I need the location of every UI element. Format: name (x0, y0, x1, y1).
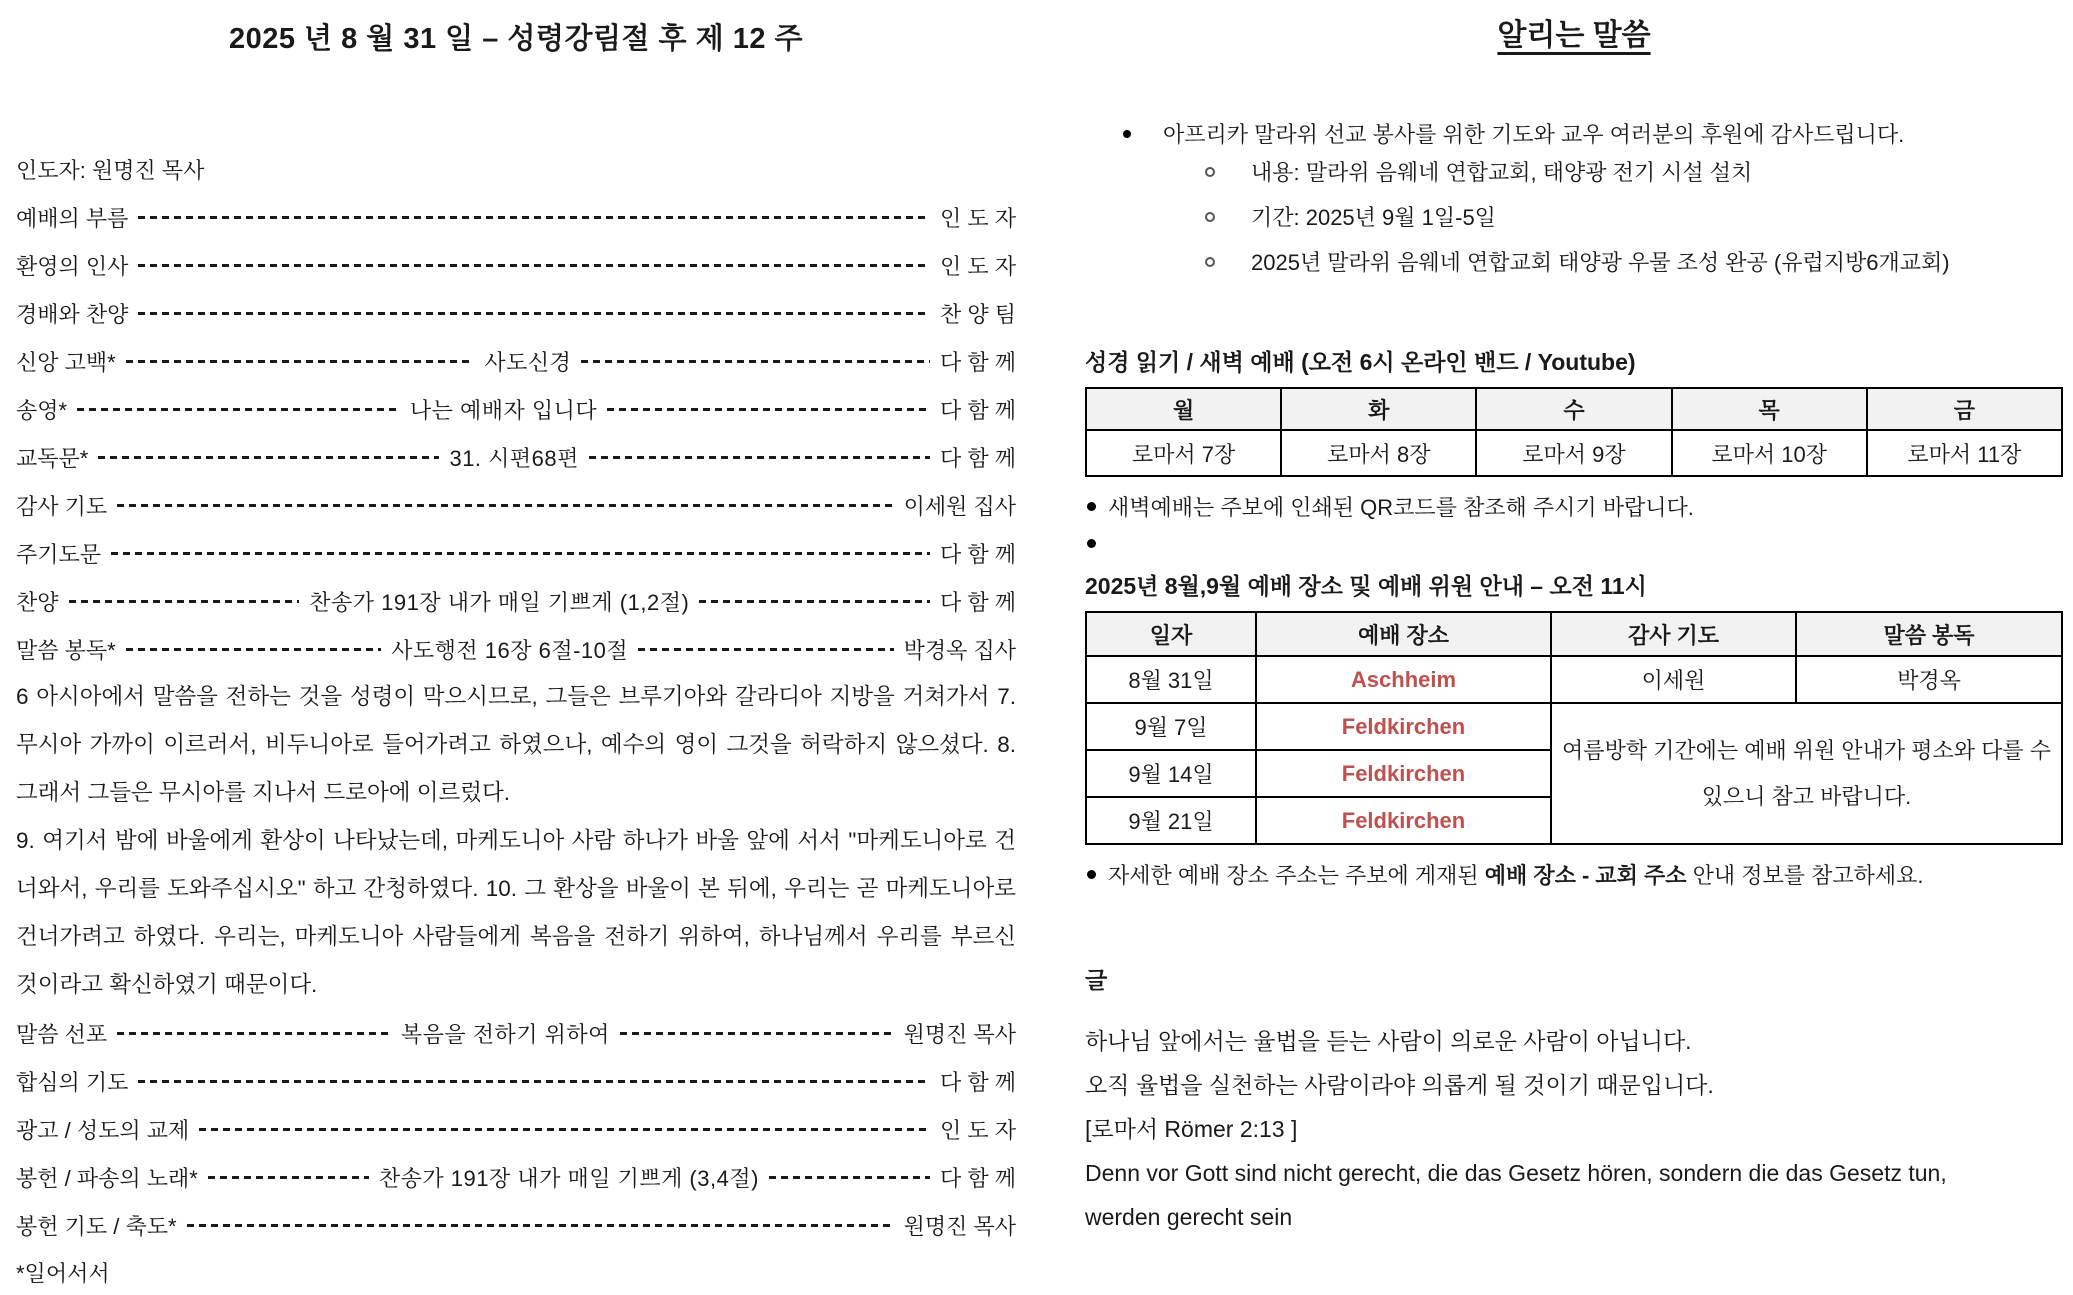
table-header-cell: 말씀 봉독 (1796, 612, 2062, 656)
order-item-performer: 다 함 께 (940, 589, 1016, 615)
table-header-cell: 예배 장소 (1256, 612, 1551, 656)
order-item (16, 385, 1016, 433)
order-item (16, 193, 1016, 241)
table-header-cell: 일자 (1086, 612, 1256, 656)
announcement-sub-list (1085, 149, 2063, 284)
dotted-leader (77, 408, 400, 411)
quote-line: 오직 율법을 실천하는 사람이라야 의롭게 될 것이기 때문입니다. (1085, 1072, 1714, 1098)
table-cell: 로마서 8장 (1281, 430, 1476, 476)
table-header-row (1086, 388, 2062, 430)
quote-line: werden gerecht sein (1085, 1204, 1293, 1230)
bible-reading-heading: 성경 읽기 / 새벽 예배 (오전 6시 온라인 밴드 / Youtube) (1085, 349, 1636, 375)
announcement-main-text: 아프리카 말라위 선교 봉사를 위한 기도와 교우 여러분의 후원에 감사드립니다. (1163, 122, 1905, 147)
worship-order-section (16, 0, 1016, 1295)
dotted-leader (117, 504, 894, 507)
order-item (16, 241, 1016, 289)
order-item-performer: 다 함 께 (940, 1165, 1017, 1191)
address-note-text: 자세한 예배 장소 주소는 주보에 게재된 예배 장소 - 교회 주소 안내 정보를 참고하세요. (1108, 863, 1924, 888)
table-header-cell: 감사 기도 (1551, 612, 1796, 656)
table-header-cell: 화 (1281, 388, 1476, 430)
schedule-merged-note: 여름방학 기간에는 예배 위원 안내가 평소와 다를 수 있으니 참고 바랍니다. (1551, 703, 2062, 844)
announcement-sub-item (1085, 194, 2063, 239)
order-item-performer: 다 함 께 (940, 349, 1016, 375)
schedule-date-cell: 9월 14일 (1086, 750, 1256, 797)
dotted-leader (117, 1032, 391, 1035)
dotted-leader (126, 360, 475, 363)
worship-title: 2025 년 8 월 31 일 – 성령강림절 후 제 12 주 (228, 23, 804, 55)
order-item-performer: 인 도 자 (940, 1117, 1016, 1143)
order-item (16, 625, 1016, 673)
dotted-leader (199, 1128, 930, 1131)
table-cell: 로마서 9장 (1476, 430, 1671, 476)
order-item (16, 433, 1016, 481)
empty-bullet (1085, 522, 2063, 564)
schedule-prayer-cell: 이세원 (1551, 656, 1796, 703)
order-item-performer: 다 함 께 (940, 397, 1016, 423)
bullet-icon (1123, 130, 1131, 138)
table-header-cell: 금 (1867, 388, 2062, 430)
standing-footnote: *일어서서 (16, 1260, 110, 1286)
address-note (1085, 859, 2063, 890)
order-item-label: 송영* (16, 397, 68, 423)
announcement-sub-item (1085, 239, 2063, 284)
announcement-sub-text: 기간: 2025년 9월 1일-5일 (1251, 205, 1496, 230)
table-cell: 로마서 10장 (1672, 430, 1867, 476)
table-row (1086, 656, 2062, 703)
bullet-icon (1087, 539, 1096, 548)
quote-heading: 글 (1085, 967, 1108, 993)
quote-lines (1085, 1019, 2063, 1239)
dotted-leader (138, 264, 930, 267)
quote-line: 하나님 앞에서는 율법을 듣는 사람이 의로운 사람이 아닙니다. (1085, 1028, 1692, 1054)
schedule-place-cell: Feldkirchen (1256, 703, 1551, 750)
order-item (16, 577, 1016, 625)
table-row (1086, 430, 2062, 476)
bible-reading-table (1085, 387, 2063, 477)
table-header-cell: 월 (1086, 388, 1281, 430)
scripture-paragraph: 6 아시아에서 말씀을 전하는 것을 성령이 막으시므로, 그들은 브루기아와 갈라디아 지방을 거쳐가서 7. 무시아 가까이 이르러서, 비두니아로 들어가려고 하였으나, 예수의 영이 그것을 허락하지 않으셨다. 8. 그래서 그들은 무시아를 지나서 드로아에 이르렀다. (16, 684, 1016, 805)
order-item-label: 환영의 인사 (16, 253, 129, 279)
dotted-leader (208, 1176, 369, 1179)
order-item-label: 봉헌 기도 / 축도* (16, 1213, 177, 1239)
circle-bullet-icon (1205, 212, 1215, 222)
order-item-label: 예배의 부름 (16, 205, 129, 231)
order-item-label: 신앙 고백* (16, 349, 116, 375)
dotted-leader (699, 600, 930, 603)
order-item (16, 1057, 1016, 1105)
dotted-leader (769, 1176, 930, 1179)
order-item-detail: 나는 예배자 입니다 (409, 397, 598, 423)
order-item (16, 289, 1016, 337)
order-item-performer: 다 함 께 (940, 541, 1016, 567)
order-item-performer: 다 함 께 (940, 1069, 1016, 1095)
circle-bullet-icon (1205, 167, 1215, 177)
order-item-performer: 인 도 자 (940, 205, 1016, 231)
order-item (16, 337, 1016, 385)
order-item-label: 말씀 선포 (16, 1021, 108, 1047)
order-item (16, 1105, 1016, 1153)
schedule-date-cell: 9월 7일 (1086, 703, 1256, 750)
announcement-sub-text: 내용: 말라위 음웨네 연합교회, 태양광 전기 시설 설치 (1251, 160, 1753, 185)
order-item-label: 광고 / 성도의 교제 (16, 1117, 190, 1143)
order-item (16, 1153, 1016, 1201)
order-item (16, 1201, 1016, 1249)
announcements-title-text: 알리는 말씀 (1497, 19, 1651, 52)
order-item-label: 합심의 기도 (16, 1069, 129, 1095)
order-of-worship-list-2 (16, 1009, 1016, 1249)
order-item-detail: 사도행전 16장 6절-10절 (391, 637, 629, 663)
order-item-performer: 박경옥 집사 (903, 637, 1016, 663)
scripture-paragraph: 9. 여기서 밤에 바울에게 환상이 나타났는데, 마케도니아 사람 하나가 바울 앞에 서서 "마케도니아로 건너와서, 우리를 도와주십시오" 하고 간청하였다. 10. 그 환상을 바울이 본 뒤에, 우리는 곧 마케도니아로 건너가려고 하였다. 우리는, 마케도니아 사람들에게 복음을 전하기 위하여, 하나님께서 우리를 부르신 것이라고 확신하였기 때문이다. (16, 828, 1016, 997)
dotted-leader (607, 408, 930, 411)
announcement-sub-text: 2025년 말라위 음웨네 연합교회 태양광 우물 조성 완공 (유럽지방6개교회) (1251, 250, 1950, 275)
scripture-passage (16, 673, 1016, 1009)
order-item-label: 말씀 봉독* (16, 637, 116, 663)
schedule-place-cell: Aschheim (1256, 656, 1551, 703)
table-header-row (1086, 612, 2062, 656)
quote-line: Denn vor Gott sind nicht gerecht, die das Gesetz hören, sondern die das Gesetz tun, (1085, 1160, 1947, 1186)
order-item (16, 529, 1016, 577)
schedule-date-cell: 9월 21일 (1086, 797, 1256, 844)
order-item-performer: 찬 양 팀 (940, 301, 1016, 327)
order-item (16, 1009, 1016, 1057)
table-row (1086, 703, 2062, 750)
dotted-leader (581, 360, 930, 363)
order-item-detail: 찬송가 191장 내가 매일 기쁘게 (3,4절) (378, 1165, 759, 1191)
order-item-label: 봉헌 / 파송의 노래* (16, 1165, 198, 1191)
order-item (16, 481, 1016, 529)
bullet-icon (1087, 502, 1096, 511)
circle-bullet-icon (1205, 257, 1215, 267)
schedule-place-cell: Feldkirchen (1256, 750, 1551, 797)
dotted-leader (69, 600, 300, 603)
order-item-performer: 원명진 목사 (903, 1213, 1016, 1239)
schedule-reading-cell: 박경옥 (1796, 656, 2062, 703)
schedule-place-cell: Feldkirchen (1256, 797, 1551, 844)
order-item-detail: 31. 시편68편 (449, 445, 579, 471)
order-item-detail: 복음을 전하기 위하여 (400, 1021, 610, 1047)
announcement-sub-item (1085, 149, 2063, 194)
dotted-leader (111, 552, 930, 555)
schedule-heading: 2025년 8월,9월 예배 장소 및 예배 위원 안내 – 오전 11시 (1085, 573, 1647, 599)
dotted-leader (98, 456, 439, 459)
order-item-performer: 인 도 자 (940, 253, 1016, 279)
qr-note (1085, 491, 2063, 522)
order-item-label: 경배와 찬양 (16, 301, 129, 327)
order-item-label: 교독문* (16, 445, 89, 471)
table-cell: 로마서 7장 (1086, 430, 1281, 476)
table-header-cell: 수 (1476, 388, 1671, 430)
table-header-cell: 목 (1672, 388, 1867, 430)
order-item-label: 감사 기도 (16, 493, 108, 519)
quote-line: [로마서 Römer 2:13 ] (1085, 1116, 1298, 1142)
table-cell: 로마서 11장 (1867, 430, 2062, 476)
dotted-leader (187, 1224, 894, 1227)
order-item-detail: 찬송가 191장 내가 매일 기쁘게 (1,2절) (309, 589, 690, 615)
dotted-leader (126, 648, 381, 651)
qr-note-text: 새벽예배는 주보에 인쇄된 QR코드를 참조해 주시기 바랍니다. (1108, 495, 1694, 520)
order-item-label: 찬양 (16, 589, 59, 615)
order-item-performer: 원명진 목사 (903, 1021, 1016, 1047)
announcement-main (1085, 118, 2063, 149)
dotted-leader (138, 1080, 930, 1083)
worship-leader: 인도자: 원명진 목사 (16, 157, 205, 183)
dotted-leader (138, 312, 930, 315)
dotted-leader (620, 1032, 894, 1035)
dotted-leader (138, 216, 930, 219)
order-item-performer: 다 함 께 (940, 445, 1016, 471)
order-item-label: 주기도문 (16, 541, 102, 567)
order-item-performer: 이세원 집사 (903, 493, 1016, 519)
schedule-table (1085, 611, 2063, 845)
announcements-title (1085, 10, 2063, 54)
dotted-leader (638, 648, 893, 651)
order-item-detail: 사도신경 (484, 349, 572, 375)
dotted-leader (589, 456, 930, 459)
bullet-icon (1087, 870, 1096, 879)
schedule-date-cell: 8월 31일 (1086, 656, 1256, 703)
order-of-worship-list-1 (16, 193, 1016, 673)
announcements-section (1085, 0, 2063, 1239)
